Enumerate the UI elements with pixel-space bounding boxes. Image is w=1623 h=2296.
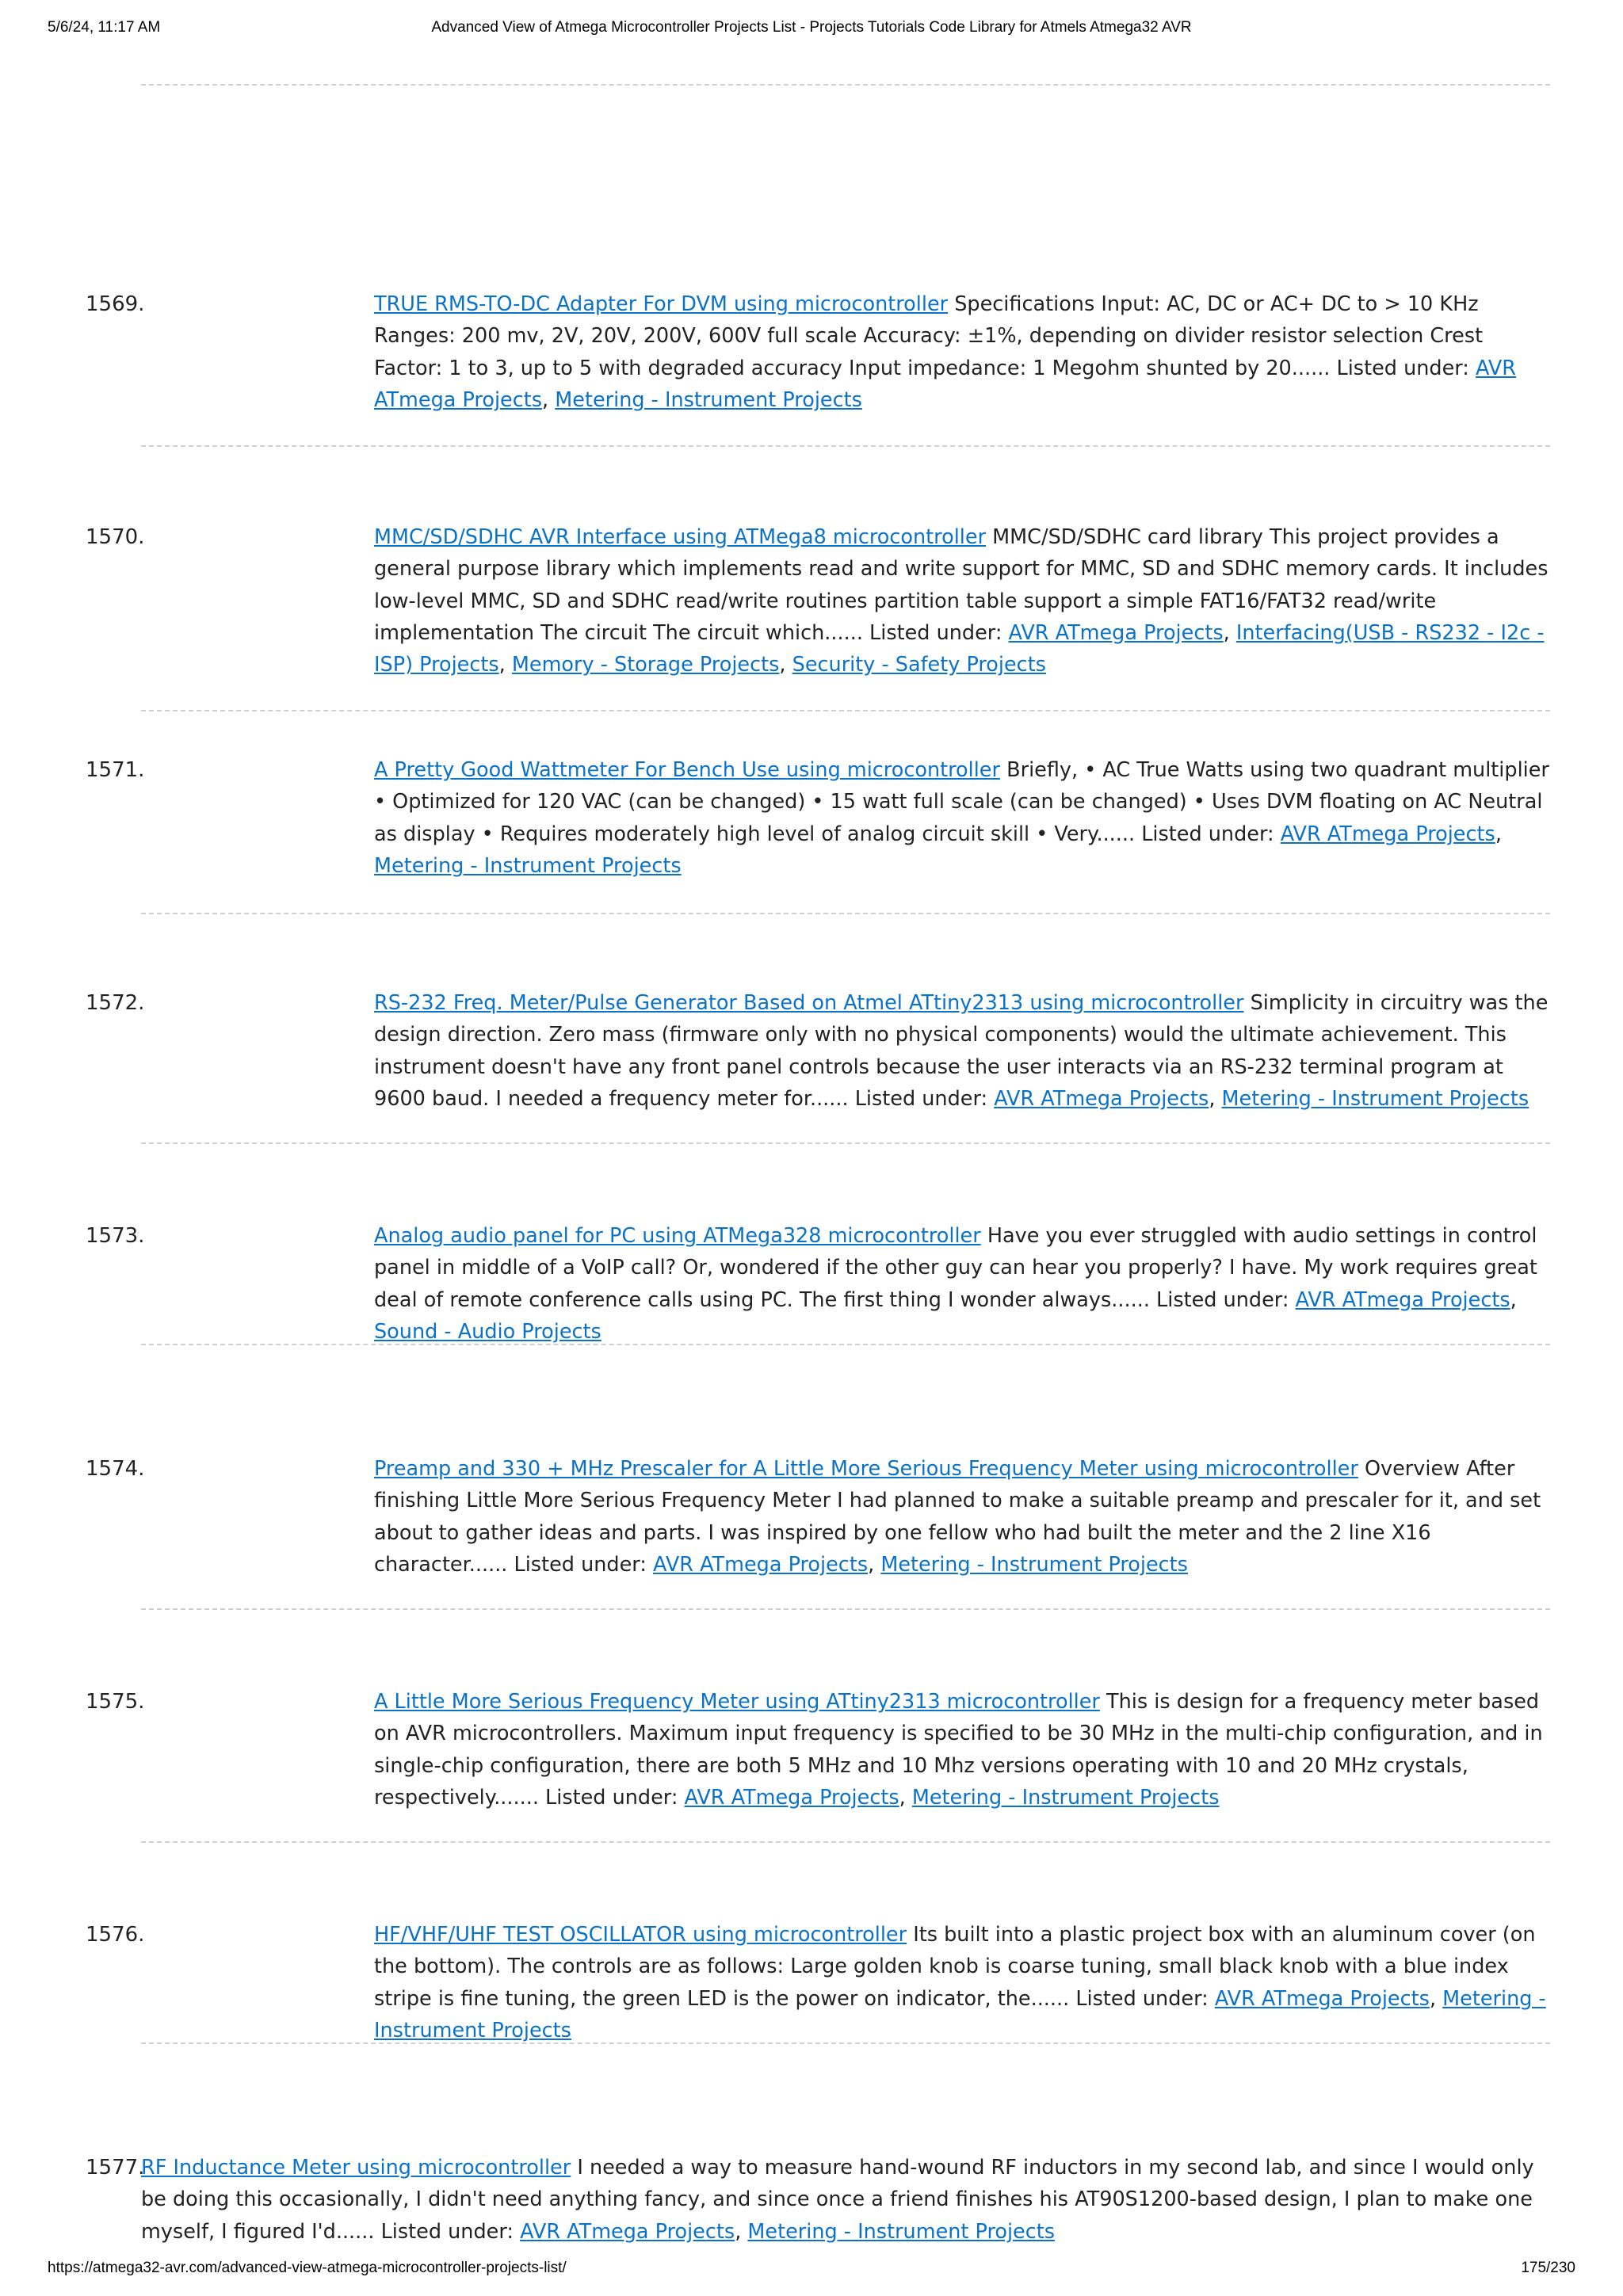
project-title-link[interactable]: HF/VHF/UHF TEST OSCILLATOR using microcontroller: [374, 1923, 907, 1947]
project-description: Simplicity in circuitry was the design direction. Zero mass (firmware only with no physical components) would the ultimate achievement. This instrument doesn't have any front panel controls because the user interacts via an RS-232 terminal program at 9600 baud. I needed a frequency meter for...... Listed under:: [374, 991, 1549, 1111]
category-link[interactable]: Metering - Instrument Projects: [374, 853, 682, 878]
list-item-number: 1572.: [86, 991, 145, 1015]
list-item-number: 1574.: [86, 1457, 145, 1481]
project-description: I needed a way to measure hand-wound RF inductors in my second lab, and since I would only be doing this occasionally, I didn't need anything fancy, and since once a friend finishes his AT90S1200-based design, I plan to make one myself, I figured I'd...... Listed under:: [141, 2156, 1534, 2244]
divider: [141, 2042, 1550, 2044]
project-title-link[interactable]: Analog audio panel for PC using ATMega328 microcontroller: [374, 1224, 981, 1248]
divider: [141, 1608, 1550, 1610]
project-description: Specifications Input: AC, DC or AC+ DC to > 10 KHz Ranges: 200 mv, 2V, 20V, 200V, 600V full scale Accuracy: ±1%, depending on divider resistor selection Crest Factor: 1 to 3, up to 5 with degraded accuracy Input impedance: 1 Megohm shunted by 20...... Listed under:: [374, 292, 1484, 380]
print-header: [48, 19, 1575, 43]
print-footer: [48, 2260, 1575, 2283]
divider: [141, 1841, 1550, 1843]
category-link[interactable]: AVR ATmega Projects: [1280, 822, 1495, 846]
project-title-link[interactable]: Preamp and 330 + MHz Prescaler for A Little More Serious Frequency Meter using microcontroller: [374, 1457, 1358, 1481]
list-item: MMC/SD/SDHC AVR Interface using ATMega8 microcontroller MMC/SD/SDHC card library This project provides a general purpose library which implements read and write support for MMC, SD and SDHC memory cards. It includes low-level MMC, SD and SDHC read/write routines partition table support a simple FAT16/FAT32 read/write implementation The circuit The circuit which...... Listed under: AVR ATmega Projects, Interfacing(USB - RS232 - I2c -ISP) Projects, Memory - Storage Projects, Security - Safety Projects: [374, 525, 1549, 677]
category-link[interactable]: AVR ATmega Projects: [520, 2219, 735, 2244]
category-link[interactable]: AVR ATmega Projects: [374, 356, 1516, 412]
list-item-number: 1577.: [86, 2156, 145, 2180]
divider: [141, 913, 1550, 914]
category-link[interactable]: Metering - Instrument Projects: [555, 387, 862, 412]
category-link[interactable]: AVR ATmega Projects: [684, 1785, 899, 1810]
list-item: Analog audio panel for PC using ATMega328 microcontroller Have you ever struggled with audio settings in control panel in middle of a VoIP call? Or, wondered if the other guy can hear you properly? I have. My work requires great deal of remote conference calls using PC. The first thing I wonder always...... Listed under: AVR ATmega Projects, Sound - Audio Projects: [374, 1224, 1537, 1344]
divider: [141, 1142, 1550, 1144]
print-datetime: 5/6/24, 11:17 AM: [48, 19, 161, 36]
category-link[interactable]: Metering - Instrument Projects: [1221, 1086, 1529, 1111]
divider: [141, 1344, 1550, 1345]
project-description: Overview After finishing Little More Serious Frequency Meter I had planned to make a suitable preamp and prescaler for it, and set about to gather ideas and parts. I was inspired by one fellow who had built the meter and the 2 line X16 character...... Listed under:: [374, 1457, 1541, 1577]
category-link[interactable]: AVR ATmega Projects: [1008, 620, 1224, 645]
list-item-number: 1570.: [86, 525, 145, 549]
category-link[interactable]: Metering - Instrument Projects: [747, 2219, 1056, 2244]
list-item: RS-232 Freq. Meter/Pulse Generator Based on Atmel ATtiny2313 using microcontroller Simplicity in circuitry was the design direction. Zero mass (firmware only with no physical components) would the ultimate achievement. This instrument doesn't have any front panel controls because the user interacts via an RS-232 terminal program at 9600 baud. I needed a frequency meter for...... Listed under: AVR ATmega Projects, Metering - Instrument Projects: [374, 991, 1549, 1111]
list-item-number: 1575.: [86, 1690, 145, 1714]
category-link[interactable]: AVR ATmega Projects: [1214, 1986, 1430, 2011]
category-link[interactable]: Metering - Instrument Projects: [911, 1785, 1220, 1810]
project-title-link[interactable]: A Pretty Good Wattmeter For Bench Use using microcontroller: [374, 758, 1000, 782]
divider: [141, 710, 1550, 711]
list-item: A Pretty Good Wattmeter For Bench Use using microcontroller Briefly, • AC True Watts using two quadrant multiplier • Optimized for 120 VAC (can be changed) • 15 watt full scale (can be changed) • Uses DVM floating on AC Neutral as display • Requires moderately high level of analog circuit skill • Very...... Listed under: AVR ATmega Projects, Metering - Instrument Projects: [374, 758, 1549, 878]
divider: [141, 445, 1550, 447]
list-item: TRUE RMS-TO-DC Adapter For DVM using microcontroller Specifications Input: AC, DC or AC+ DC to > 10 KHz Ranges: 200 mv, 2V, 20V, 200V, 600V full scale Accuracy: ±1%, depending on divider resistor selection Crest Factor: 1 to 3, up to 5 with degraded accuracy Input impedance: 1 Megohm shunted by 20...... Listed under: AVR ATmega Projects, Metering - Instrument Projects: [374, 292, 1516, 412]
project-title-link[interactable]: TRUE RMS-TO-DC Adapter For DVM using microcontroller: [374, 292, 949, 316]
print-page-title: Advanced View of Atmega Microcontroller Projects List - Projects Tutorials Code Library for Atmels Atmega32 AVR: [431, 19, 1192, 36]
list-item: RF Inductance Meter using microcontroller I needed a way to measure hand-wound RF inductors in my second lab, and since I would only be doing this occasionally, I didn't need anything fancy, and since once a friend finishes his AT90S1200-based design, I plan to make one myself, I figured I'd...... Listed under: AVR ATmega Projects, Metering - Instrument Projects: [141, 2156, 1534, 2244]
project-title-link[interactable]: RF Inductance Meter using microcontroller: [141, 2156, 571, 2180]
divider: [141, 84, 1550, 86]
category-link[interactable]: Interfacing(USB - RS232 - I2c -ISP) Projects: [374, 620, 1545, 677]
list-item-number: 1569.: [86, 292, 145, 316]
project-description: Its built into a plastic project box with an aluminum cover (on the bottom). The controls are as follows: Large golden knob is coarse tuning, small black knob with a blue index stripe is fine tuning, the green LED is the power on indicator, the...... Listed under:: [374, 1923, 1536, 2011]
list-item-number: 1571.: [86, 758, 145, 782]
list-item-number: 1576.: [86, 1923, 145, 1947]
list-item: HF/VHF/UHF TEST OSCILLATOR using microcontroller Its built into a plastic project box with an aluminum cover (on the bottom). The controls are as follows: Large golden knob is coarse tuning, small black knob with a blue index stripe is fine tuning, the green LED is the power on indicator, the...... Listed under: AVR ATmega Projects, Metering - Instrument Projects: [374, 1923, 1546, 2042]
list-item: Preamp and 330 + MHz Prescaler for A Little More Serious Frequency Meter using microcontroller Overview After finishing Little More Serious Frequency Meter I had planned to make a suitable preamp and prescaler for it, and set about to gather ideas and parts. I was inspired by one fellow who had built the meter and the 2 line X16 character...... Listed under: AVR ATmega Projects, Metering - Instrument Projects: [374, 1457, 1541, 1577]
category-link[interactable]: Memory - Storage Projects: [511, 653, 780, 677]
project-description: Briefly, • AC True Watts using two quadrant multiplier • Optimized for 120 VAC (can be changed) • 15 watt full scale (can be changed) • Uses DVM floating on AC Neutral as display • Requires moderately high level of analog circuit skill • Very...... Listed under:: [374, 758, 1549, 846]
project-description: Have you ever struggled with audio settings in control panel in middle of a VoIP call? Or, wondered if the other guy can hear you properly? I have. My work requires great deal of remote conference calls using PC. The first thing I wonder always...... Listed under:: [374, 1224, 1537, 1312]
project-title-link[interactable]: MMC/SD/SDHC AVR Interface using ATMega8 microcontroller: [374, 525, 987, 549]
list-item: A Little More Serious Frequency Meter using ATtiny2313 microcontroller This is design for a frequency meter based on AVR microcontrollers. Maximum input frequency is specified to be 30 MHz in the multi-chip configuration, and in single-chip configuration, there are both 5 MHz and 10 Mhz versions operating with 10 and 20 MHz crystals, respectively....... Listed under: AVR ATmega Projects, Metering - Instrument Projects: [374, 1690, 1543, 1810]
category-link[interactable]: AVR ATmega Projects: [994, 1086, 1209, 1111]
project-title-link[interactable]: A Little More Serious Frequency Meter using ATtiny2313 microcontroller: [374, 1690, 1100, 1714]
project-title-link[interactable]: RS-232 Freq. Meter/Pulse Generator Based on Atmel ATtiny2313 using microcontroller: [374, 991, 1244, 1015]
category-link[interactable]: Metering - Instrument Projects: [374, 1986, 1546, 2042]
category-link[interactable]: Sound - Audio Projects: [374, 1319, 601, 1344]
category-link[interactable]: AVR ATmega Projects: [653, 1552, 869, 1577]
print-page-number: 175/230: [1521, 2260, 1575, 2276]
list-item-number: 1573.: [86, 1224, 145, 1248]
project-description: This is design for a frequency meter based on AVR microcontrollers. Maximum input frequency is specified to be 30 MHz in the multi-chip configuration, and in single-chip configuration, there are both 5 MHz and 10 Mhz versions operating with 10 and 20 MHz crystals, respectively....... Listed under:: [374, 1690, 1543, 1810]
project-description: MMC/SD/SDHC card library This project provides a general purpose library which implements read and write support for MMC, SD and SDHC memory cards. It includes low-level MMC, SD and SDHC read/write routines partition table support a simple FAT16/FAT32 read/write implementation The circuit The circuit which...... Listed under:: [374, 525, 1549, 645]
category-link[interactable]: Security - Safety Projects: [792, 653, 1046, 677]
category-link[interactable]: Metering - Instrument Projects: [880, 1552, 1188, 1577]
category-link[interactable]: AVR ATmega Projects: [1295, 1287, 1510, 1312]
print-url: https://atmega32-avr.com/advanced-view-atmega-microcontroller-projects-list/: [48, 2260, 567, 2276]
